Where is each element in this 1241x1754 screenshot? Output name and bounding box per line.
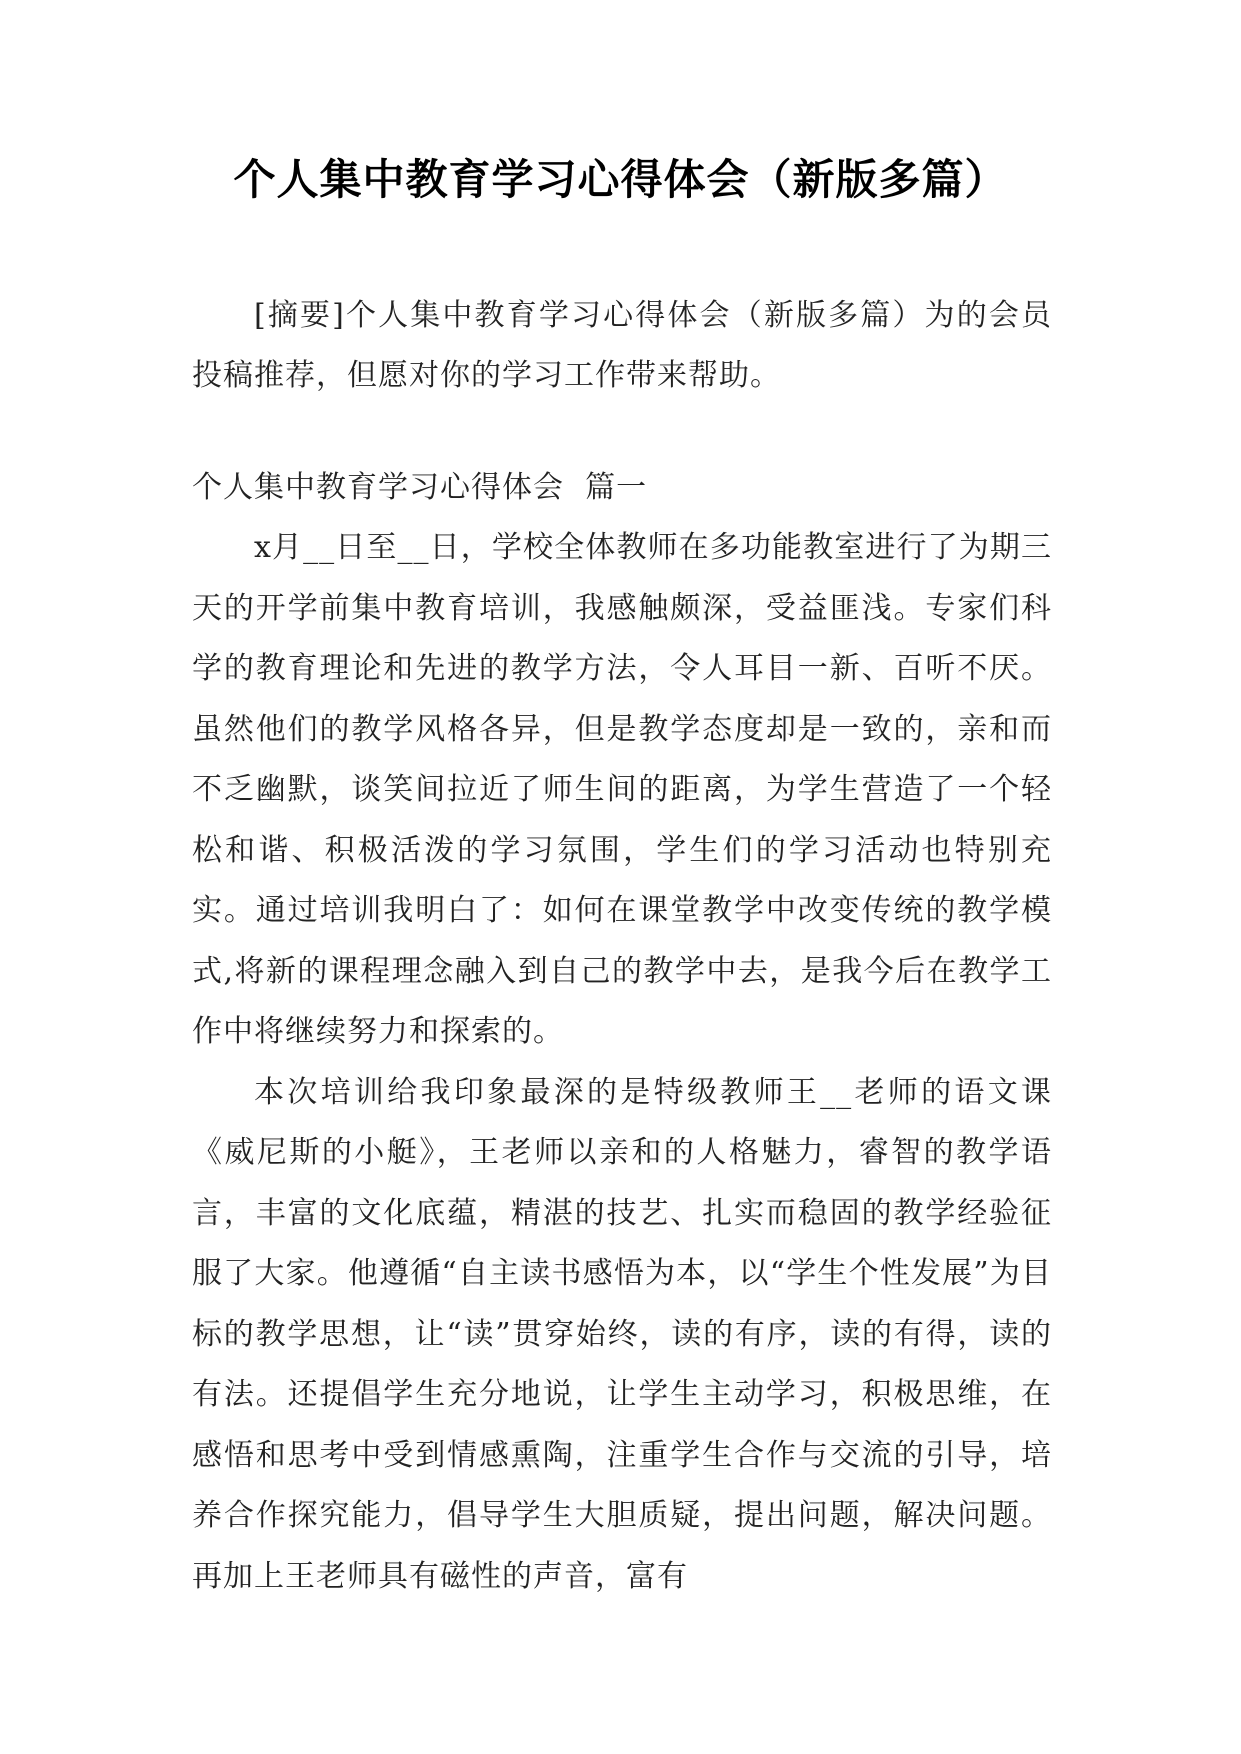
body-paragraph-2: 本次培训给我印象最深的是特级教师王__老师的语文课《威尼斯的小艇》，王老师以亲和的人格魅力，睿智的教学语言，丰富的文化底蕴，精湛的技艺、扎实而稳固的教学经验征服了大家。他遵循“自主读书感悟为本，以“学生个性发展”为目标的教学思想，让“读”贯穿始终，读的有序，读的有得，读的有法。还提倡学生充分地说，让学生主动学习，积极思维，在感悟和思考中受到情感熏陶，注重学生合作与交流的引导，培养合作探究能力，倡导学生大胆质疑，提出问题，解决问题。再加上王老师具有磁性的声音，富有 (192, 1074, 1052, 1594)
document-title: 个人集中教育学习心得体会（新版多篇） (233, 155, 1008, 204)
body-paragraph-1: x月__日至__日，学校全体教师在多功能教室进行了为期三天的开学前集中教育培训，我感触颇深，受益匪浅。专家们科学的教育理论和先进的教学方法，令人耳目一新、百听不厌。虽然他们的教学风格各异，但是教学态度却是一致的，亲和而不乏幽默，谈笑间拉近了师生间的距离，为学生营造了一个轻松和谐、积极活泼的学习氛围，学生们的学习活动也特别充实。通过培训我明白了：如何在课堂教学中改变传统的教学模式,将新的课程理念融入到自己的教学中去，是我今后在教学工作中将继续努力和探索的。 (192, 530, 1052, 1049)
section-heading: 个人集中教育学习心得体会 篇一 (192, 470, 648, 505)
article-body (192, 518, 1052, 1607)
abstract-paragraph: [摘要]个人集中教育学习心得体会（新版多篇）为的会员投稿推荐，但愿对你的学习工作带来帮助。 (192, 298, 1052, 393)
